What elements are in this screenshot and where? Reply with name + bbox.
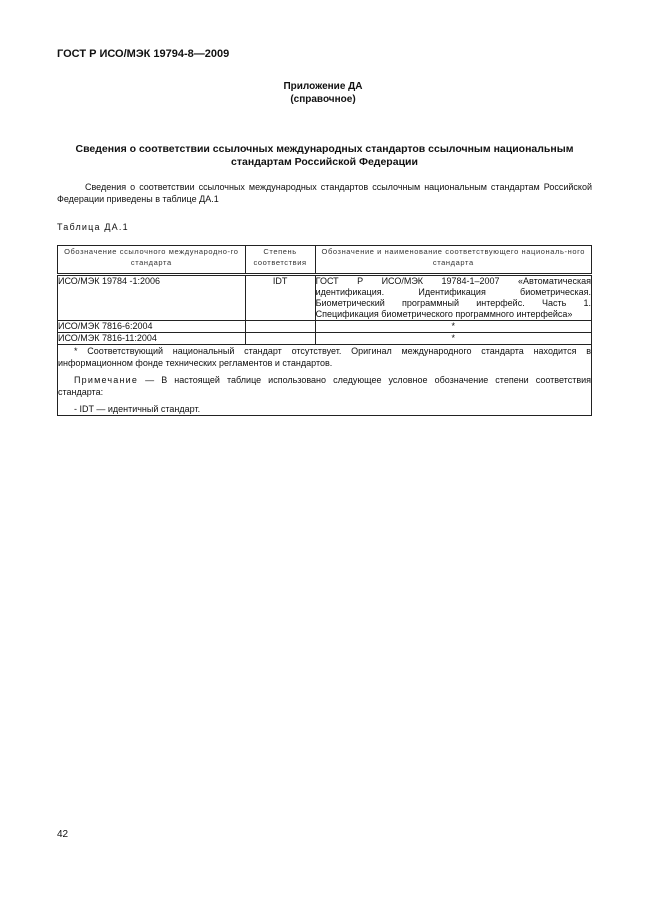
header-degree: Степень соответствия (245, 246, 315, 275)
footnote: * Соответствующий национальный стандарт отсутствует. Оригинал международного стандарта находится в информационном фонде технических регламентов и стандартов. (58, 346, 591, 368)
note (58, 374, 591, 398)
section-title-line2: стандартам Российской Федерации (231, 156, 418, 168)
cell-degree: IDT (245, 275, 315, 321)
legend: - IDT — идентичный стандарт. (74, 404, 201, 414)
cell-national: * (315, 333, 591, 345)
appendix-title: Приложение ДА (283, 81, 363, 92)
table-row (58, 275, 592, 321)
table-footer (58, 345, 592, 416)
section-title-line1: Сведения о соответствии ссылочных международных стандартов ссылочным национальным (75, 143, 574, 155)
cell-degree (245, 321, 315, 333)
table-label: Таблица ДА.1 (57, 222, 129, 232)
page-number: 42 (57, 829, 69, 840)
cell-national: ГОСТ Р ИСО/МЭК 19784-1–2007 «Автоматическая идентификация. Идентификация биометрическая. Биометрический программный интерфейс. Часть 1. Спецификация биометрического программного интерфейса» (315, 276, 591, 319)
table-row (58, 333, 592, 345)
document-id: ГОСТ Р ИСО/МЭК 19794-8—2009 (57, 48, 230, 60)
appendix-subtitle: (справочное) (290, 94, 356, 105)
table-header-row (58, 246, 592, 275)
cell-ref: ИСО/МЭК 7816-11:2004 (58, 333, 246, 345)
note-label: Примечание (74, 375, 139, 385)
header-international-standard: Обозначение ссылочного международно-го стандарта (58, 246, 246, 275)
section-title (57, 143, 592, 169)
table-footer-row (58, 345, 592, 416)
intro-paragraph: Сведения о соответствии ссылочных международных стандартов ссылочным национальным стандартам Российской Федерации приведены в таблице ДА.1 (57, 182, 592, 204)
header-national-standard: Обозначение и наименование соответствующего националь-ного стандарта (315, 246, 591, 275)
cell-degree (245, 333, 315, 345)
correspondence-table (57, 245, 592, 416)
table-row (58, 321, 592, 333)
note-text: — В настоящей таблице использовано следующее условное обозначение степени соответствия стандарта: (58, 375, 591, 397)
cell-national: * (315, 321, 591, 333)
cell-ref: ИСО/МЭК 7816-6:2004 (58, 321, 246, 333)
cell-ref: ИСО/МЭК 19784 -1:2006 (58, 275, 246, 321)
